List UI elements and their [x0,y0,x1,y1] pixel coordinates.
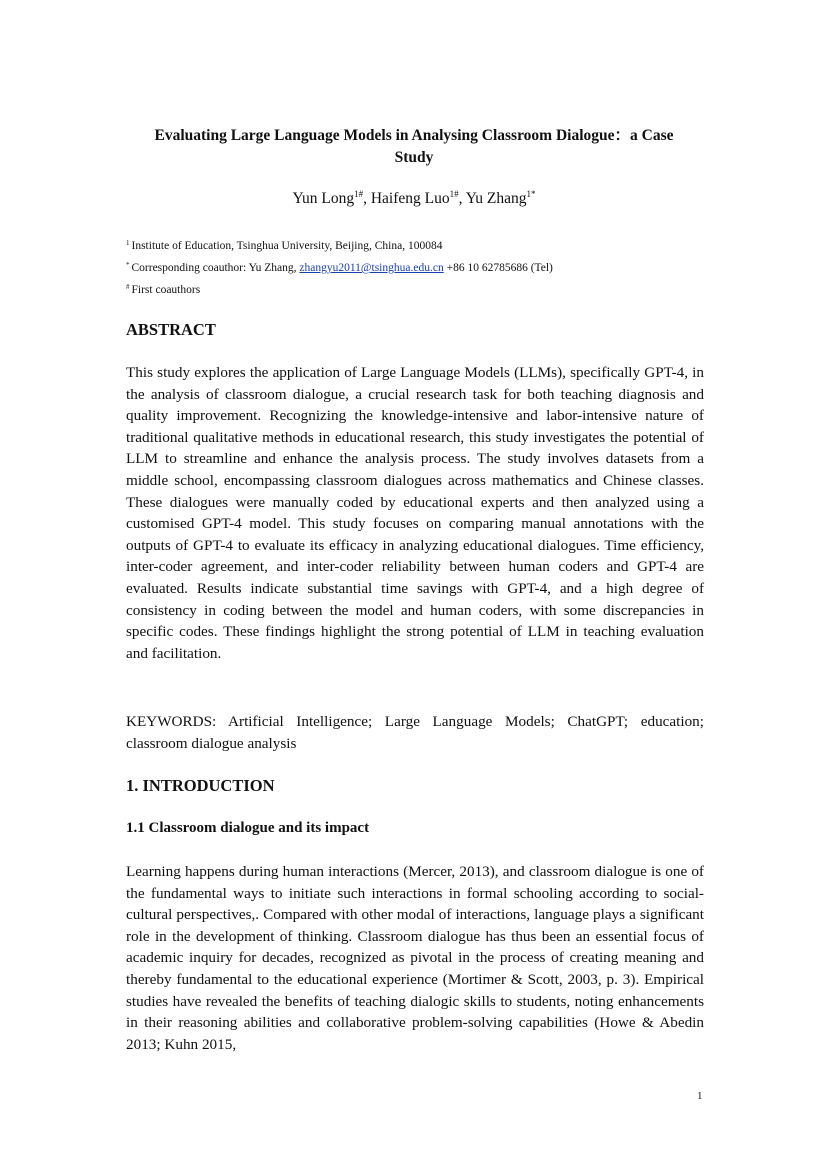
abstract-heading: ABSTRACT [126,320,216,339]
affiliation-text: Corresponding coauthor: Yu Zhang, [131,262,300,274]
paper-title [100,125,728,169]
email-link[interactable]: zhangyu2011@tsinghua.edu.cn [299,262,444,274]
affiliation-mark: 1 [126,239,130,247]
abstract-paragraph: This study explores the application of Large Language Models (LLMs), specifically GPT-4, in the analysis of classroom dialogue, a crucial research task for both teaching diagnosis and quality improvement. Recognizing the knowledge-intensive and labor-intensive nature of traditional qualitative methods in educational research, this study investigates the potential of LLM to streamline and enhance the analysis process. The study involves datasets from a middle school, encompassing classroom dialogues across mathematics and Chinese classes. These dialogues were manually coded by educational experts and then analyzed using a customised GPT-4 model. This study focuses on comparing manual annotations with the outputs of GPT-4 to evaluate its efficacy in analyzing educational dialogues. Time efficiency, inter-coder agreement, and inter-coder reliability between human coders and GPT-4 are evaluated. Results indicate substantial time savings with GPT-4, and a high degree of consistency in coding between the model and human coders, with some discrepancies in specific codes. These findings highlight the strong potential of LLM in teaching evaluation and facilitation. [126,364,704,662]
author-list: Yun Long$^{1\#}$, Haifeng Luo$^{1\#}$, Yu Zhang$^{1*}$ [292,189,536,207]
title-line-1: Evaluating Large Language Models in Analysing Classroom Dialogue：a Case [154,127,674,144]
author-mark: 1# [354,189,364,199]
body-paragraph: Learning happens during human interactions (Mercer, 2013), and classroom dialogue is one of the fundamental ways to initiate such interactions in formal schooling according to social-cultural perspectives,. Compared with other modal of interactions, language plays a significant role in the development of thinking. Classroom dialogue has thus been an essential focus of academic inquiry for decades, recognized as pivotal in the process of creating meaning and thereby fundamental to the educational experience (Mortimer & Scott, 2003, p. 3). Empirical studies have revealed the benefits of teaching dialogic skills to students, noting enhancements in their reasoning abilities and collaborative problem-solving capabilities (Howe & Abedin 2013; Kuhn 2015, [126,863,704,1053]
page-number: 1 [697,1090,703,1102]
title-line-2: Study [394,149,434,166]
affiliation-institute [126,236,726,253]
author-mark: 1* [526,189,536,199]
author-name: Yun Long [292,190,355,207]
affiliation-corresponding [126,258,726,275]
affiliation-first [126,280,726,297]
author-name: Haifeng Luo [370,190,450,207]
affiliation-mark: * [126,261,130,269]
affiliation-mark: # [126,283,130,291]
section-heading: 1. INTRODUCTION [126,776,275,795]
author-mark: 1# [449,189,459,199]
affiliation-text: First coauthors [131,284,201,296]
author-name: Yu Zhang [465,190,527,207]
affiliation-text: +86 10 62785686 (Tel) [443,262,553,274]
keywords-paragraph: KEYWORDS: Artificial Intelligence; Large Language Models; ChatGPT; education; classroom dialogue analysis [126,713,704,752]
affiliation-text: Institute of Education, Tsinghua University, Beijing, China, 100084 [131,240,443,252]
subsection-heading: 1.1 Classroom dialogue and its impact [126,820,370,836]
